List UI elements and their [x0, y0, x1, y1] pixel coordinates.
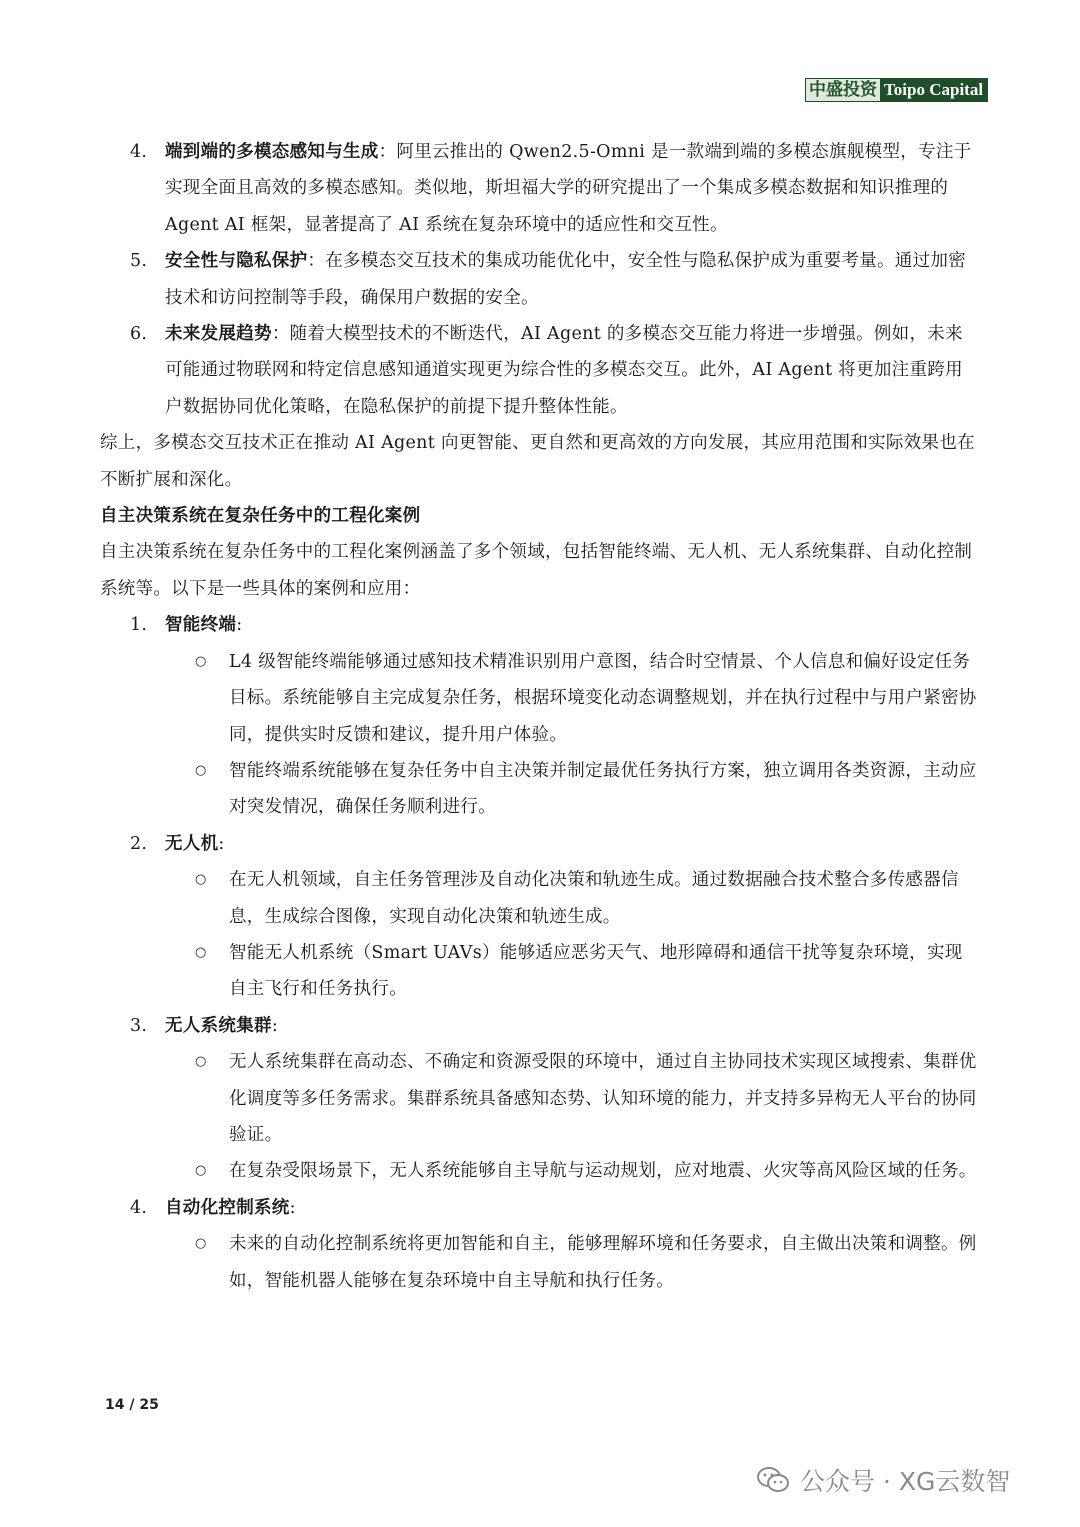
logo-en-text: Toipo Capital: [880, 79, 987, 101]
list-item-text: ：阿里云推出的 Qwen2.5-Omni 是一款端到端的多模态旗舰模型，专注于实现全面且高效的多模态感知。类似地，斯坦福大学的研究提出了一个集成多模态数据和知识推理的 Agent AI 框架，显著提高了 AI 系统在复杂环境中的适应性和交互性。: [165, 142, 972, 235]
list-item-text: ：随着大模型技术的不断迭代，AI Agent 的多模态交互能力将进一步增强。例如，未来可能通过物联网和特定信息感知通道实现更为综合性的多模态交互。此外，AI Agent 将更加注重跨用户数据协同优化策略，在隐私保护的前提下提升整体性能。: [165, 324, 963, 417]
bullet-icon: ○: [195, 1236, 207, 1252]
bullet-icon: ○: [195, 1163, 207, 1179]
section-title: 自主决策系统在复杂任务中的工程化案例: [100, 506, 421, 527]
bullet-icon: ○: [195, 653, 207, 669]
logo-cn-text: 中盛投资: [806, 79, 880, 101]
bullet-item: [100, 935, 980, 1008]
bullet-text: 无人系统集群在高动态、不确定和资源受限的环境中，通过自主协同技术实现区域搜索、集群优化调度等多任务需求。集群系统具备感知态势、认知环境的能力，并支持多异构无人平台的协同验证。: [229, 1052, 977, 1145]
case-colon: :: [218, 833, 225, 854]
bullet-text: 在无人机领域，自主任务管理涉及自动化决策和轨迹生成。通过数据融合技术整合多传感器信息，生成综合图像，实现自动化决策和轨迹生成。: [229, 870, 959, 927]
section-intro: 自主决策系统在复杂任务中的工程化案例涵盖了多个领域，包括智能终端、无人机、无人系统集群、自动化控制系统等。以下是一些具体的案例和应用：: [100, 542, 973, 599]
list-item-text: ：在多模态交互技术的集成功能优化中，安全性与隐私保护成为重要考量。通过加密技术和访问控制等手段，确保用户数据的安全。: [165, 251, 967, 308]
list-number: 3.: [130, 1015, 148, 1036]
watermark: [756, 1462, 1010, 1498]
case-heading: [100, 607, 980, 643]
document-body: [100, 134, 980, 1299]
wechat-icon: [756, 1465, 790, 1495]
case-colon: :: [271, 1015, 279, 1036]
case-heading: [100, 826, 980, 862]
list-number: 1.: [130, 615, 148, 636]
bullet-item: [100, 753, 980, 826]
bullet-item: [100, 644, 980, 753]
case-title: 无人机: [165, 833, 219, 854]
list-number: 2.: [130, 833, 148, 854]
case-heading: [100, 1190, 980, 1226]
case-title: 自动化控制系统: [165, 1197, 290, 1218]
case-heading: [100, 1008, 980, 1044]
list-item: [100, 316, 980, 425]
bullet-text: 未来的自动化控制系统将更加智能和自主，能够理解环境和任务要求，自主做出决策和调整。例如，智能机器人能够在复杂环境中自主导航和执行任务。: [229, 1234, 977, 1291]
list-item-heading: 安全性与隐私保护: [165, 251, 308, 272]
list-item: [100, 243, 980, 316]
bullet-text: 智能无人机系统（Smart UAVs）能够适应恶劣天气、地形障碍和通信干扰等复杂环境，实现自主飞行和任务执行。: [229, 942, 963, 1000]
bullet-item: [100, 862, 980, 935]
list-number: 6.: [130, 324, 148, 345]
list-number: 4.: [130, 1197, 148, 1218]
list-number: 4.: [130, 142, 148, 162]
list-item: [100, 134, 980, 243]
list-item-heading: 端到端的多模态感知与生成: [165, 142, 379, 162]
case-colon: :: [236, 615, 243, 636]
bullet-icon: ○: [195, 1054, 207, 1070]
bullet-text: L4 级智能终端能够通过感知技术精准识别用户意图，结合时空情景、个人信息和偏好设定任务目标。系统能够自主完成复杂任务，根据环境变化动态调整规划，并在执行过程中与用户紧密协同，提供实时反馈和建议，提升用户体验。: [229, 651, 977, 745]
summary-paragraph: 综上，多模态交互技术正在推动 AI Agent 向更智能、更自然和更高效的方向发展，其应用范围和实际效果也在不断扩展和深化。: [100, 433, 975, 490]
bullet-text: 在复杂受限场景下，无人系统能够自主导航与运动规划，应对地震、火灾等高风险区域的任务。: [229, 1161, 977, 1182]
bullet-icon: ○: [195, 872, 207, 888]
bullet-text: 智能终端系统能够在复杂任务中自主决策并制定最优任务执行方案，独立调用各类资源，主动应对突发情况，确保任务顺利进行。: [229, 760, 977, 818]
list-item-heading: 未来发展趋势: [165, 324, 272, 345]
bullet-icon: ○: [195, 944, 207, 960]
list-number: 5.: [130, 251, 148, 272]
bullet-item: [100, 1153, 980, 1189]
watermark-text: 公众号 · XG云数智: [800, 1467, 1011, 1496]
company-logo: [805, 78, 988, 102]
bullet-icon: ○: [195, 762, 207, 778]
case-title: 无人系统集群: [165, 1015, 272, 1036]
case-title: 智能终端: [165, 615, 237, 636]
case-colon: :: [289, 1197, 296, 1218]
bullet-item: [100, 1044, 980, 1153]
bullet-item: [100, 1226, 980, 1299]
page-number: 14 / 25: [105, 1397, 159, 1413]
